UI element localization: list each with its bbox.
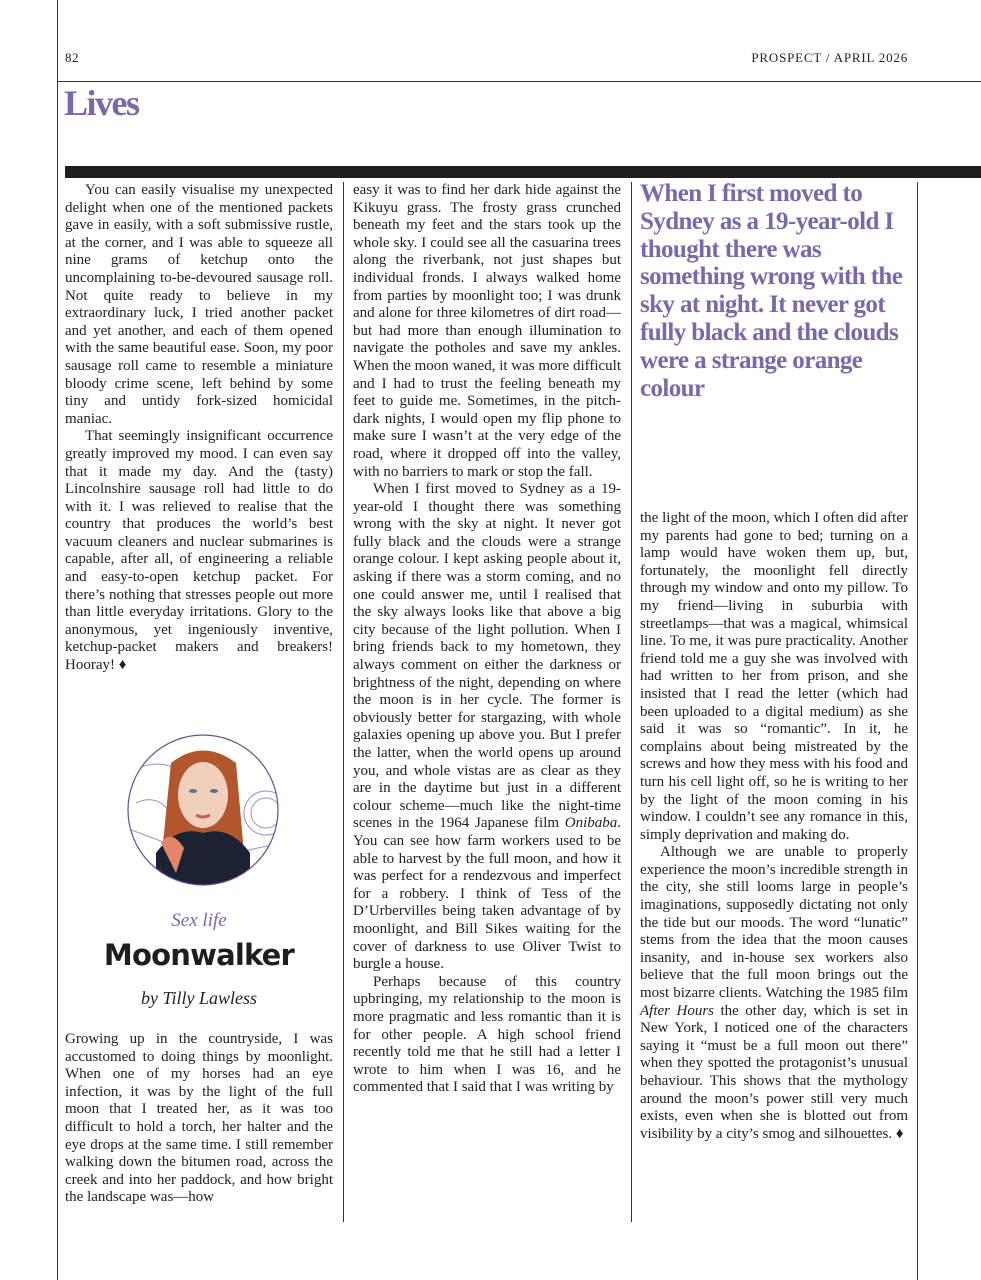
paragraph: Growing up in the countryside, I was accustomed to doing things by moonlight. When one of my horses had an eye infection, it was by the light of the full moon that I treated her, as it was too difficult to hold a torch, her halter and the eye drops at the same time. I still remember walking down the bitumen road, across the creek and into her paddock, and how bright the landscape was—how <box>65 1031 333 1206</box>
column-divider <box>631 182 632 1222</box>
masthead: PROSPECT / APRIL 2026 <box>751 50 908 65</box>
header-rule <box>57 81 981 82</box>
paragraph: You can easily visualise my unexpected delight when one of the mentioned packets gave in easily, with a soft submissive rustle, at the corner, and I was able to squeeze all nine grams of ketchup onto the uncomplaining to-be-devoured sausage roll. Not quite ready to believe in my extraordinary luck, I tried another packet and yet another, and each of them opened with the same beautiful ease. Soon, my poor sausage roll came to resemble a miniature bloody crime scene, left behind by some tiny and untidy fork-sized homicidal maniac. <box>65 182 333 427</box>
paragraph <box>353 481 621 974</box>
article-column-2 <box>353 182 621 1097</box>
column-divider <box>343 182 344 1222</box>
paragraph: easy it was to find her dark hide against the Kikuyu grass. The frosty grass crunched beneath my feet and the stars took up the whole sky. I could see all the casuarina trees along the riverbank, not just shapes but individual fronds. I always walked home from parties by moonlight too; I was drunk and alone for three kilometres of dirt road—but had more than enough illumination to navigate the potholes and save my ankles. When the moon waned, it was more difficult and I had to trust the feeling beneath my feet to guide me. Sometimes, in the pitch-dark nights, I would open my flip phone to make sure I wasn’t at the very edge of the road, where it dropped off into the valley, with no barriers to mark or stop the fall. <box>353 182 621 480</box>
section-title: Lives <box>64 83 139 123</box>
author-portrait <box>126 733 280 887</box>
paragraph: the light of the moon, which I often did after my parents had gone to bed; turning on a lamp would have woken them up, but, fortunately, the moonlight fell directly through my window and onto my pillow. To my friend—living in suburbia with streetlamps—that was a magical, whimsical line. To me, it was pure practicality. Another friend told me a guy she was involved with had written to her from prison, and she insisted that I read the letter (which had been uploaded to a digital medium) as she said it was so “romantic”. In it, he complains about being mistreated by the screws and how they mess with his food and turn his cell light off, so he is writing to her by the light of the moon coming in his window. I couldn’t see any romance in this, simply deprivation and making do. <box>640 510 908 843</box>
paragraph: That seemingly insignificant occurrence greatly improved my mood. I can even say that it made my day. And the (tasty) Lincolnshire sausage roll had little to do with it. I was relieved to realise that the country that produces the world’s best vacuum cleaners and nuclear submarines is capable, after all, of engineering a reliable and easy-to-open ketchup packet. For there’s nothing that stresses people out more than little everyday irritations. Glory to the anonymous, yet ingeniously inventive, ketchup-packet makers and breakers! Hooray! ♦ <box>65 428 333 674</box>
article-kicker: Sex life <box>171 910 227 931</box>
text: Although we are unable to properly experience the moon’s incredible strength in the city, she still looms large in people’s imaginations, supposedly dictating not only the tide but our moods. The word “lunatic” stems from the idea that the moon causes insanity, and in-house sex workers also believe that the full moon brings out the most bizarre clients. Watching the 1985 film <box>640 844 908 1002</box>
paragraph <box>640 844 908 1143</box>
text: When I first moved to Sydney as a 19-year-old I thought there was something wrong with the sky at night. It never got fully black and the clouds were a strange orange colour. I kept asking people about it, asking if there was a storm coming, and no one could answer me, until I realised that the sky always looks like that above a big city because of the light pollution. When I bring friends back to my hometown, they always comment on either the darkness or brightness of the night, depending on where the moon is in her cycle. The former is obviously better for stargazing, with whole galaxies opening up above you. But I prefer the latter, when the world opens up around you, and whole vistas are as clear as they are in the daytime but just in a different colour scheme—much like the night-time scenes in the 1964 Japanese film <box>353 481 621 832</box>
page-margin-rule <box>57 0 58 1280</box>
article-byline: by Tilly Lawless <box>140 988 257 1008</box>
film-title: After Hours <box>640 1002 714 1019</box>
article-column-1 <box>65 1031 333 1207</box>
film-title: Onibaba <box>564 815 618 832</box>
page-number: 82 <box>65 50 79 65</box>
text: . You can see how farm workers used to be able to harvest by the full moon, and how it was perfect for a rendezvous and imperfect for a robbery. I think of Tess of the D’Urbervilles being taken advantage of by moonlight, and Bill Sikes waiting for the cover of darkness to use Oliver Twist to burgle a house. <box>353 815 621 973</box>
paragraph: Perhaps because of this country upbringing, my relationship to the moon is more pragmatic and less romantic than it is for other people. A high school friend recently told me that he still had a letter I wrote to him when I was 16, and he commented that I said that I was writing by <box>353 973 621 1096</box>
article-headline: Moonwalker <box>103 938 295 972</box>
pull-quote: When I first moved to Sydney as a 19-year-old I thought there was something wrong with the sky at night. It never got fully black and the clouds were a strange orange colour <box>640 180 903 402</box>
section-bar <box>65 166 981 178</box>
article-column-3 <box>640 510 908 1143</box>
column-divider <box>917 182 918 1280</box>
text: the other day, which is set in New York, I noticed one of the characters saying it “must be a full moon out there” when they spotted the protagonist’s unusual behaviour. This shows that the mythology around the moon’s power still very much exists, even when she is blotted out from visibility by a city’s smog and silhouettes. ♦ <box>640 1002 909 1142</box>
previous-story-column <box>65 182 333 675</box>
